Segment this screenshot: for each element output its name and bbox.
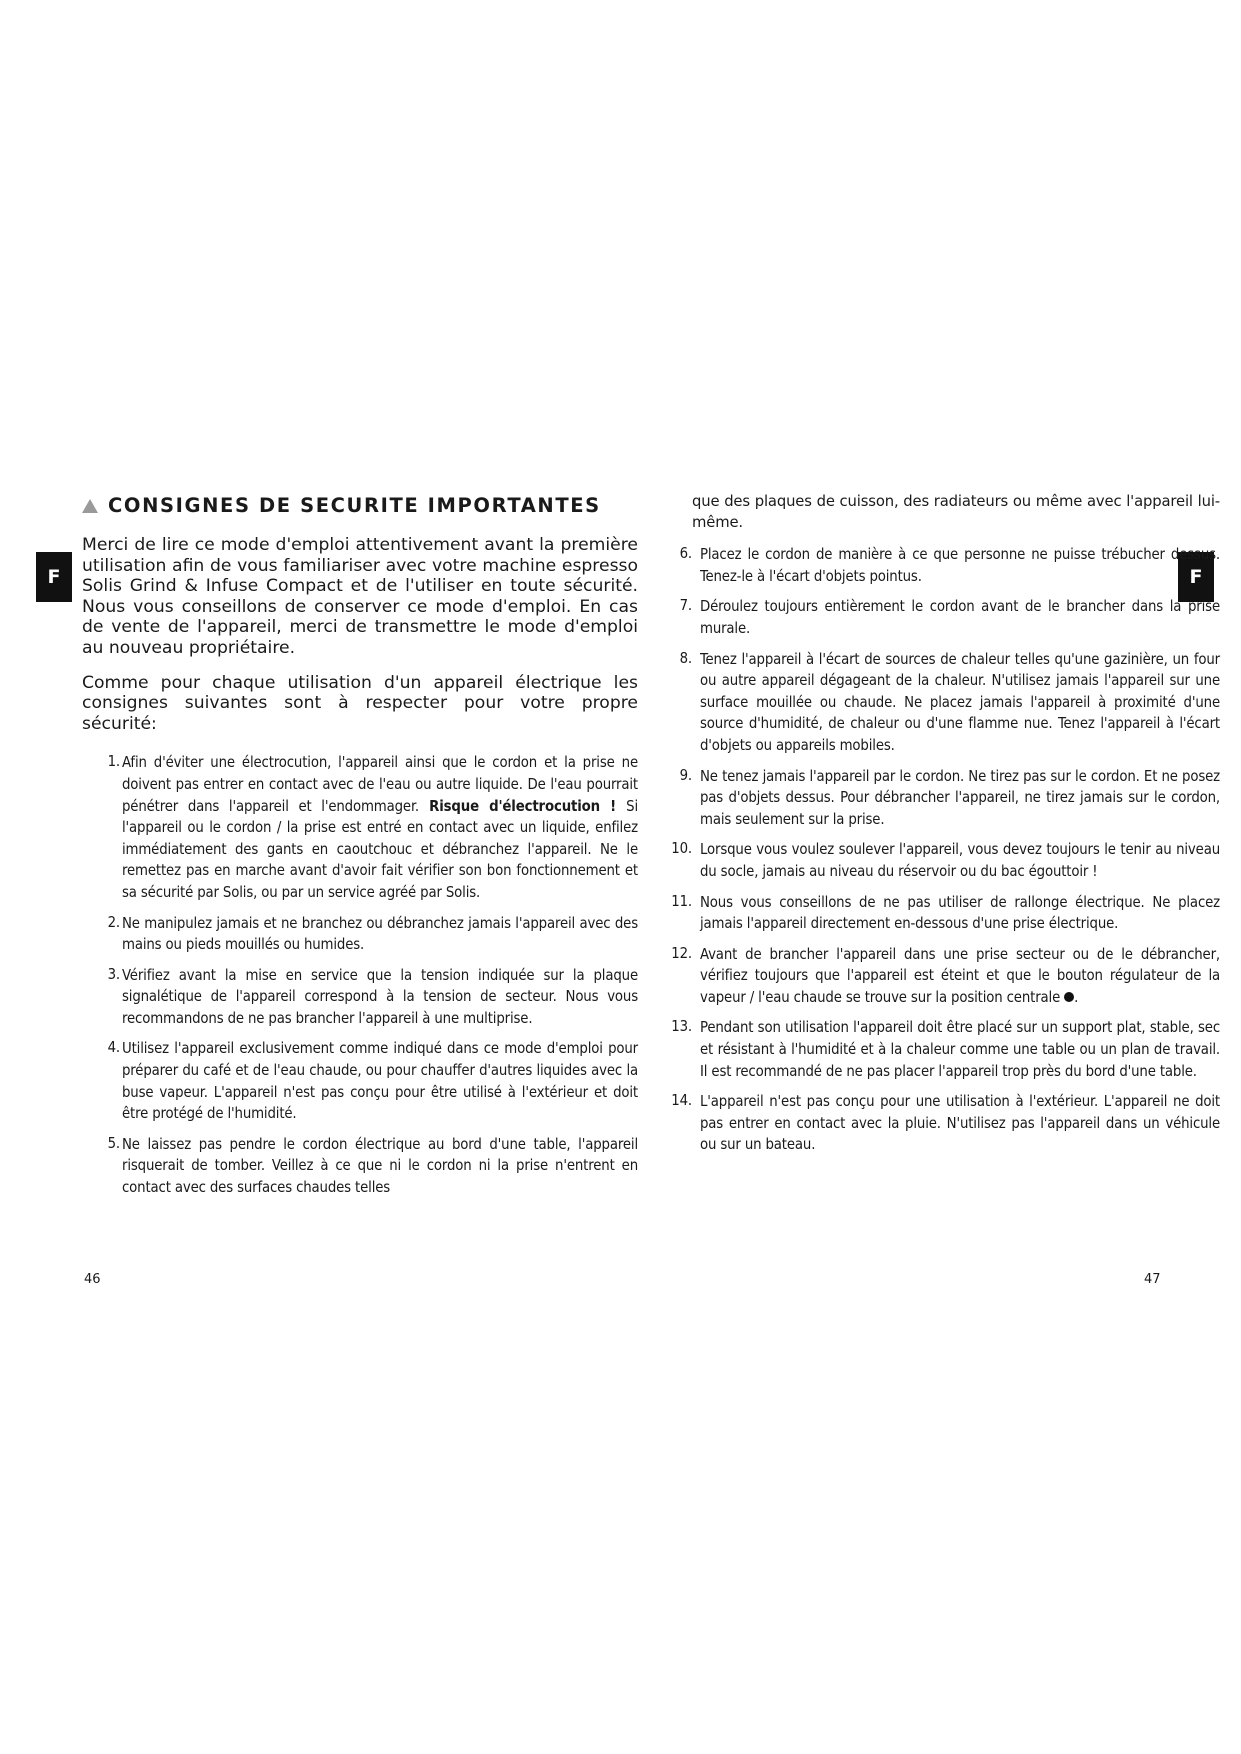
safety-list-left [82,752,638,1198]
list-item [670,892,1220,935]
page-number-left: 46 [84,1272,101,1287]
tab-letter: F [47,566,61,588]
item-5-continuation: que des plaques de cuisson, des radiateurs ou même avec l'appareil lui-même. [692,493,1220,531]
list-item [92,913,638,956]
item-text: Tenez l'appareil à l'écart de sources de chaleur telles qu'une gazinière, un four ou autre appareil dégageant de la chaleur. N'utilisez jamais l'appareil sur une surface mouillée ou chaude. Ne placez jamais l'appareil à proximité d'une source d'humidité, de chaleur ou d'une flamme nue. Tenez l'appareil à l'écart d'objets ou appareils mobiles. [700,650,1220,754]
page-number-right: 47 [1144,1272,1161,1287]
item-text: Afin d'éviter une électrocution, l'appareil ainsi que le cordon et la prise ne doivent pas entrer en contact avec de l'eau ou autre liquide. De l'eau pourrait pénétrer dans l'appareil et l'endommager. [122,754,638,815]
item-text: L'appareil n'est pas conçu pour une utilisation à l'extérieur. L'appareil ne doit pas entrer en contact avec la pluie. N'utilisez pas l'appareil dans un véhicule ou sur un bateau. [700,1093,1220,1154]
list-item [670,1017,1220,1082]
page-right [670,488,1220,1165]
item-number: 13. [671,1018,692,1036]
item-number: 11. [671,892,692,910]
item-number: 3. [107,965,120,983]
item-text: Avant de brancher l'appareil dans une prise secteur ou de le débrancher, vérifiez toujours que l'appareil est éteint et que le bouton régulateur de la vapeur / l'eau chaude se trouve sur la position centrale [700,945,1220,1006]
list-item [670,1091,1220,1156]
language-tab-left [36,552,72,602]
item-number: 5. [107,1134,120,1152]
item-number: 12. [671,944,692,962]
list-item [92,752,638,903]
list-item [92,1134,638,1199]
item-text: Ne manipulez jamais et ne branchez ou débranchez jamais l'appareil avec des mains ou pieds mouillés ou humides. [122,914,638,954]
item-number: 2. [107,913,120,931]
item-text: Vérifiez avant la mise en service que la tension indiquée sur la plaque signalétique de l'appareil correspond à la tension de secteur. Nous vous recommandons de ne pas brancher l'appareil à une multiprise. [122,966,638,1027]
item-text: Ne laissez pas pendre le cordon électrique au bord d'une table, l'appareil risquerait de tomber. Veillez à ce que ni le cordon ni la prise n'entrent en contact avec des surfaces chaudes telles [122,1135,638,1197]
item-text: Ne tenez jamais l'appareil par le cordon. Ne tirez pas sur le cordon. Et ne posez pas d'objets dessus. Pour débrancher l'appareil, ne tirez jamais sur le cordon, mais seulement sur la prise. [700,767,1220,828]
item-number: 8. [679,649,692,667]
tab-letter: F [1189,566,1203,588]
list-item [670,544,1220,587]
item-number: 14. [671,1092,692,1110]
item-text: Nous vous conseillons de ne pas utiliser de rallonge électrique. Ne placez jamais l'appareil directement en-dessous d'une prise électrique. [700,893,1220,933]
item-text: Placez le cordon de manière à ce que personne ne puisse trébucher dessus. Tenez-le à l'écart d'objets pointus. [700,546,1220,585]
list-item [670,766,1220,831]
item-text: Si l'appareil ou le cordon / la prise est entré en contact avec un liquide, enfilez immédiatement des gants en caoutchouc et débranchez l'appareil. Ne le remettez pas en marche avant d'avoir fait vérifier son bon fonctionnement et sa sécurité par Solis, ou par un service agréé par Solis. [122,797,638,901]
item-number: 1. [107,753,120,771]
item-text: Utilisez l'appareil exclusivement comme indiqué dans ce mode d'emploi pour préparer du café et de l'eau chaude, ou pour chauffer d'autres liquides avec la buse vapeur. L'appareil n'est pas conçu pour être utilisé à l'extérieur et doit être protégé de l'humidité. [122,1040,638,1123]
item-number: 7. [679,597,692,615]
item-number: 10. [671,840,692,858]
item-text: Lorsque vous voulez soulever l'appareil, vous devez toujours le tenir au niveau du socle, jamais au niveau du réservoir ou du bac égouttoir ! [700,841,1220,880]
item-text: Déroulez toujours entièrement le cordon avant de le brancher dans la prise murale. [700,598,1220,637]
filled-dot-icon [1064,992,1074,1002]
warning-triangle-icon [82,499,98,513]
heading-text: CONSIGNES DE SECURITE IMPORTANTES [108,494,601,517]
list-item [92,965,638,1030]
list-item [92,1038,638,1124]
item-number: 4. [107,1039,120,1057]
list-item [670,596,1220,639]
page-left [82,488,638,1208]
section-heading [82,494,638,517]
item-number: 9. [679,766,692,784]
manual-spread [47,488,1220,1298]
list-item [670,839,1220,882]
list-item [670,649,1220,757]
item-text: Pendant son utilisation l'appareil doit être placé sur un support plat, stable, sec et résistant à l'humidité et à la chaleur comme une table ou un plan de travail. Il est recommandé de ne pas placer l'appareil trop près du bord d'une table. [700,1019,1220,1080]
intro-paragraph: Merci de lire ce mode d'emploi attentivement avant la première utilisation afin de vous familiariser avec votre machine espresso Solis Grind & Infuse Compact et de l'utiliser en toute sécurité. Nous vous conseillons de conserver ce mode d'emploi. En cas de vente de l'appareil, merci de transmettre le mode d'emploi au nouveau propriétaire. [82,535,638,658]
item-number: 6. [679,545,692,563]
intro-paragraph-2: Comme pour chaque utilisation d'un appareil électrique les consignes suivantes sont à respecter pour votre propre sécurité: [82,672,638,734]
safety-list-right [670,544,1220,1156]
list-item: 12. Avant de brancher l'appareil dans une prise secteur ou de le débrancher, vérifiez toujours que l'appareil est éteint et que le bouton régulateur de la vapeur / l'eau chaude se trouve sur la position centrale . [670,944,1220,1009]
item-warning: Risque d'électrocution ! [429,797,617,815]
